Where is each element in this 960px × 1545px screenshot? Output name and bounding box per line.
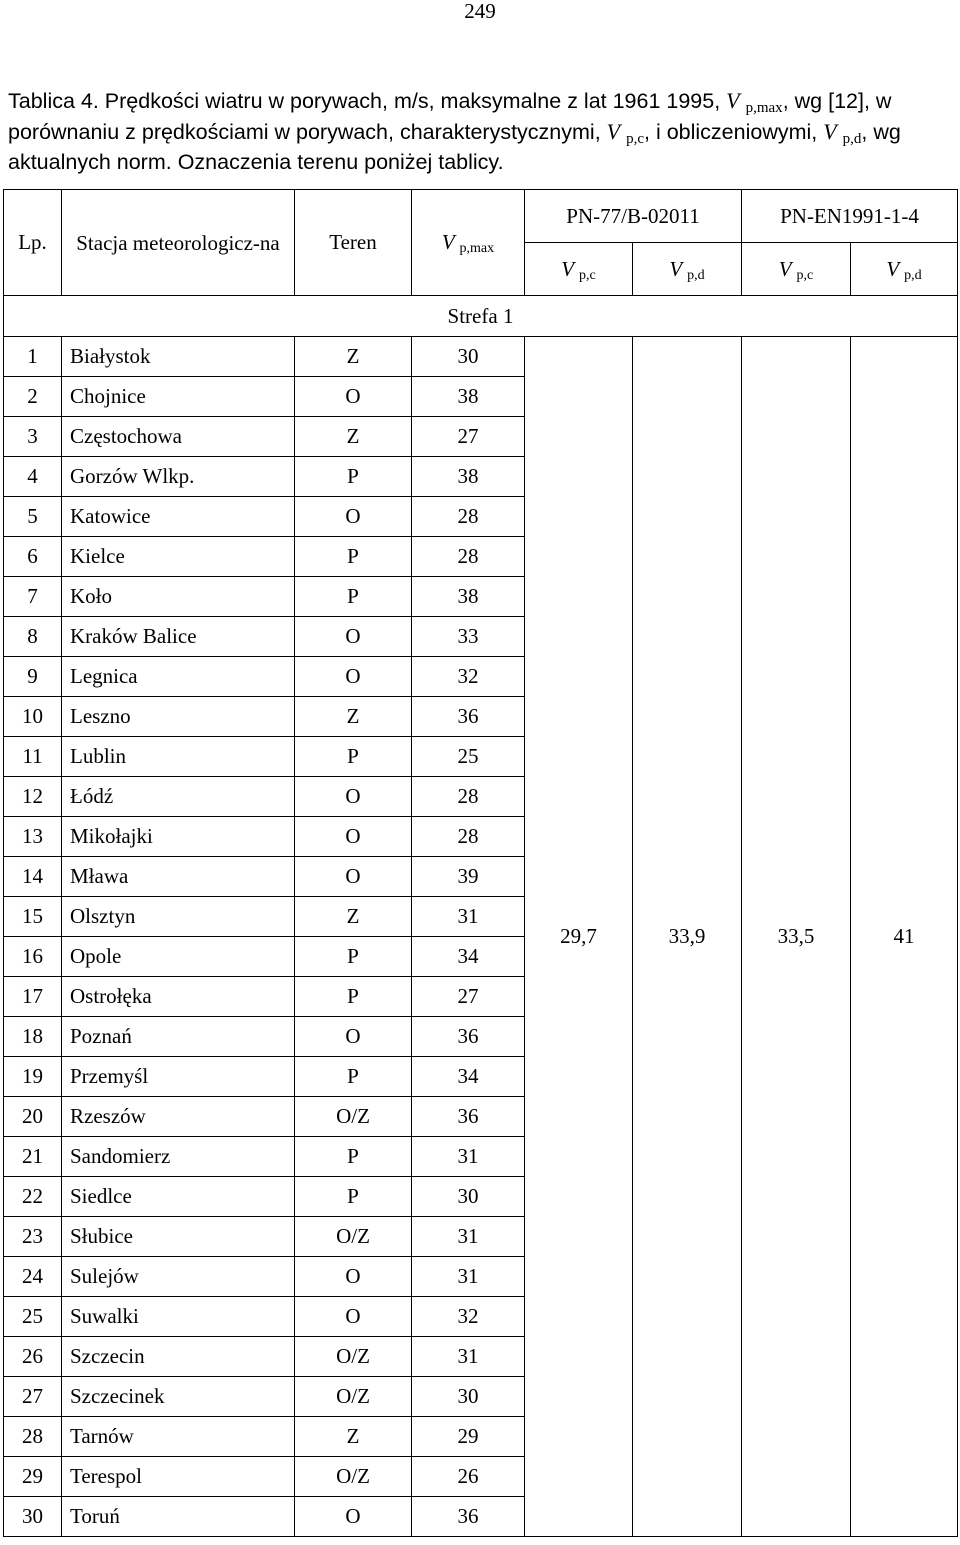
header-v-letter: V bbox=[441, 230, 455, 254]
row-teren: P bbox=[295, 1057, 412, 1097]
row-lp: 26 bbox=[4, 1337, 62, 1377]
row-teren: P bbox=[295, 977, 412, 1017]
row-vpmax: 31 bbox=[412, 1217, 525, 1257]
header-subscript: p,d bbox=[904, 267, 922, 283]
row-teren: P bbox=[295, 537, 412, 577]
row-vpmax: 38 bbox=[412, 577, 525, 617]
row-teren: Z bbox=[295, 417, 412, 457]
row-vpmax: 28 bbox=[412, 537, 525, 577]
header-lp: Lp. bbox=[4, 190, 62, 296]
header-row bbox=[4, 190, 958, 243]
row-lp: 6 bbox=[4, 537, 62, 577]
row-vpmax: 32 bbox=[412, 1297, 525, 1337]
row-lp: 1 bbox=[4, 337, 62, 377]
row-teren: O bbox=[295, 857, 412, 897]
zone-row bbox=[4, 296, 958, 337]
row-lp: 9 bbox=[4, 657, 62, 697]
row-vpmax: 31 bbox=[412, 1257, 525, 1297]
caption-text-4: , wg aktualnych norm. Oznaczenia terenu poniżej tablicy. bbox=[8, 120, 901, 174]
header-subscript: p,c bbox=[578, 267, 596, 283]
row-vpmax: 25 bbox=[412, 737, 525, 777]
row-vpmax: 39 bbox=[412, 857, 525, 897]
header-subscript: p,d bbox=[687, 267, 705, 283]
row-lp: 3 bbox=[4, 417, 62, 457]
row-lp: 10 bbox=[4, 697, 62, 737]
row-vpmax: 36 bbox=[412, 1497, 525, 1537]
page-number: 249 bbox=[464, 0, 496, 23]
row-stacja: Lublin bbox=[62, 737, 295, 777]
row-teren: O bbox=[295, 817, 412, 857]
header-pn77-vpc bbox=[525, 243, 633, 296]
caption-subscript: p,max bbox=[745, 100, 783, 116]
row-lp: 4 bbox=[4, 457, 62, 497]
row-lp: 2 bbox=[4, 377, 62, 417]
row-stacja: Słubice bbox=[62, 1217, 295, 1257]
header-v-letter: V bbox=[778, 256, 792, 281]
row-teren: Z bbox=[295, 897, 412, 937]
row-vpmax: 38 bbox=[412, 377, 525, 417]
row-lp: 5 bbox=[4, 497, 62, 537]
row-stacja: Olsztyn bbox=[62, 897, 295, 937]
row-stacja: Sulejów bbox=[62, 1257, 295, 1297]
row-teren: Z bbox=[295, 1417, 412, 1457]
caption-subscript: p,d bbox=[842, 131, 862, 147]
header-v-letter: V bbox=[561, 256, 574, 281]
row-teren: O bbox=[295, 617, 412, 657]
row-teren: P bbox=[295, 937, 412, 977]
row-teren: O/Z bbox=[295, 1337, 412, 1377]
header-pn77-vpd bbox=[633, 243, 742, 296]
row-stacja: Legnica bbox=[62, 657, 295, 697]
row-vpmax: 29 bbox=[412, 1417, 525, 1457]
row-stacja: Ostrołęka bbox=[62, 977, 295, 1017]
row-stacja: Poznań bbox=[62, 1017, 295, 1057]
zone-pn77-vpd: 33,9 bbox=[633, 337, 742, 1537]
header-subscript: p,c bbox=[796, 267, 814, 283]
row-lp: 18 bbox=[4, 1017, 62, 1057]
header-stacja: Stacja meteorologicz-na bbox=[62, 190, 295, 296]
row-lp: 25 bbox=[4, 1297, 62, 1337]
row-lp: 20 bbox=[4, 1097, 62, 1137]
header-norm-pn77: PN-77/B-02011 bbox=[525, 190, 742, 243]
row-lp: 17 bbox=[4, 977, 62, 1017]
table-row bbox=[4, 337, 958, 377]
row-teren: P bbox=[295, 737, 412, 777]
row-vpmax: 27 bbox=[412, 977, 525, 1017]
row-stacja: Mława bbox=[62, 857, 295, 897]
caption-subscript: p,c bbox=[626, 131, 644, 147]
row-vpmax: 36 bbox=[412, 697, 525, 737]
row-stacja: Katowice bbox=[62, 497, 295, 537]
row-lp: 8 bbox=[4, 617, 62, 657]
row-vpmax: 38 bbox=[412, 457, 525, 497]
row-lp: 23 bbox=[4, 1217, 62, 1257]
row-vpmax: 27 bbox=[412, 417, 525, 457]
zone-en-vpd: 41 bbox=[851, 337, 958, 1537]
row-teren: O bbox=[295, 777, 412, 817]
row-teren: O bbox=[295, 1497, 412, 1537]
row-lp: 13 bbox=[4, 817, 62, 857]
row-stacja: Opole bbox=[62, 937, 295, 977]
row-lp: 11 bbox=[4, 737, 62, 777]
zone-label: Strefa 1 bbox=[4, 296, 958, 337]
row-vpmax: 28 bbox=[412, 777, 525, 817]
caption-text-2: , wg [12], w porównaniu z prędkościami w porywach, charakterystycznymi, bbox=[8, 89, 892, 144]
header-vpmax bbox=[412, 190, 525, 296]
row-vpmax: 28 bbox=[412, 817, 525, 857]
row-lp: 24 bbox=[4, 1257, 62, 1297]
row-vpmax: 34 bbox=[412, 1057, 525, 1097]
row-vpmax: 30 bbox=[412, 1377, 525, 1417]
row-teren: O bbox=[295, 1257, 412, 1297]
row-stacja: Szczecin bbox=[62, 1337, 295, 1377]
row-teren: O/Z bbox=[295, 1097, 412, 1137]
header-en-vpc bbox=[742, 243, 851, 296]
row-vpmax: 34 bbox=[412, 937, 525, 977]
row-stacja: Leszno bbox=[62, 697, 295, 737]
row-stacja: Mikołajki bbox=[62, 817, 295, 857]
row-stacja: Terespol bbox=[62, 1457, 295, 1497]
row-lp: 7 bbox=[4, 577, 62, 617]
row-teren: P bbox=[295, 1137, 412, 1177]
row-lp: 21 bbox=[4, 1137, 62, 1177]
row-teren: P bbox=[295, 577, 412, 617]
row-vpmax: 31 bbox=[412, 1137, 525, 1177]
table-caption bbox=[8, 87, 958, 176]
caption-text-1: Tablica 4. Prędkości wiatru w porywach, m/s, maksymalne z lat 1961 1995, bbox=[8, 89, 727, 113]
row-vpmax: 30 bbox=[412, 1177, 525, 1217]
row-stacja: Częstochowa bbox=[62, 417, 295, 457]
row-lp: 19 bbox=[4, 1057, 62, 1097]
row-teren: Z bbox=[295, 697, 412, 737]
row-stacja: Toruń bbox=[62, 1497, 295, 1537]
row-vpmax: 28 bbox=[412, 497, 525, 537]
row-stacja: Chojnice bbox=[62, 377, 295, 417]
row-teren: P bbox=[295, 1177, 412, 1217]
caption-v-symbol: V bbox=[823, 119, 837, 144]
row-teren: P bbox=[295, 457, 412, 497]
row-lp: 29 bbox=[4, 1457, 62, 1497]
row-teren: O/Z bbox=[295, 1457, 412, 1497]
row-vpmax: 36 bbox=[412, 1017, 525, 1057]
zone-en-vpc: 33,5 bbox=[742, 337, 851, 1537]
row-stacja: Przemyśl bbox=[62, 1057, 295, 1097]
row-vpmax: 30 bbox=[412, 337, 525, 377]
row-teren: O bbox=[295, 377, 412, 417]
wind-speed-table bbox=[3, 189, 958, 1537]
row-teren: O/Z bbox=[295, 1377, 412, 1417]
row-stacja: Sandomierz bbox=[62, 1137, 295, 1177]
row-vpmax: 33 bbox=[412, 617, 525, 657]
row-vpmax: 32 bbox=[412, 657, 525, 697]
header-teren: Teren bbox=[295, 190, 412, 296]
row-vpmax: 36 bbox=[412, 1097, 525, 1137]
row-stacja: Rzeszów bbox=[62, 1097, 295, 1137]
row-lp: 16 bbox=[4, 937, 62, 977]
header-en-vpd bbox=[851, 243, 958, 296]
row-stacja: Białystok bbox=[62, 337, 295, 377]
row-teren: Z bbox=[295, 337, 412, 377]
row-stacja: Gorzów Wlkp. bbox=[62, 457, 295, 497]
row-stacja: Koło bbox=[62, 577, 295, 617]
row-teren: O bbox=[295, 497, 412, 537]
row-lp: 27 bbox=[4, 1377, 62, 1417]
row-vpmax: 31 bbox=[412, 897, 525, 937]
caption-text-3: , i obliczeniowymi, bbox=[644, 120, 824, 144]
row-lp: 28 bbox=[4, 1417, 62, 1457]
header-norm-en1991: PN-EN1991-1-4 bbox=[742, 190, 958, 243]
row-stacja: Suwalki bbox=[62, 1297, 295, 1337]
row-stacja: Szczecinek bbox=[62, 1377, 295, 1417]
row-lp: 14 bbox=[4, 857, 62, 897]
row-lp: 15 bbox=[4, 897, 62, 937]
row-teren: O bbox=[295, 657, 412, 697]
zone-pn77-vpc: 29,7 bbox=[525, 337, 633, 1537]
row-lp: 12 bbox=[4, 777, 62, 817]
row-vpmax: 31 bbox=[412, 1337, 525, 1377]
row-vpmax: 26 bbox=[412, 1457, 525, 1497]
row-lp: 22 bbox=[4, 1177, 62, 1217]
row-stacja: Tarnów bbox=[62, 1417, 295, 1457]
header-v-letter: V bbox=[886, 256, 899, 281]
caption-v-symbol: V bbox=[606, 119, 621, 144]
row-stacja: Kielce bbox=[62, 537, 295, 577]
header-v-letter: V bbox=[669, 256, 682, 281]
row-lp: 30 bbox=[4, 1497, 62, 1537]
row-stacja: Łódź bbox=[62, 777, 295, 817]
row-teren: O bbox=[295, 1297, 412, 1337]
row-stacja: Siedlce bbox=[62, 1177, 295, 1217]
row-teren: O/Z bbox=[295, 1217, 412, 1257]
row-teren: O bbox=[295, 1017, 412, 1057]
caption-v-symbol: V bbox=[726, 88, 740, 113]
row-stacja: Kraków Balice bbox=[62, 617, 295, 657]
header-subscript: p,max bbox=[459, 241, 495, 256]
